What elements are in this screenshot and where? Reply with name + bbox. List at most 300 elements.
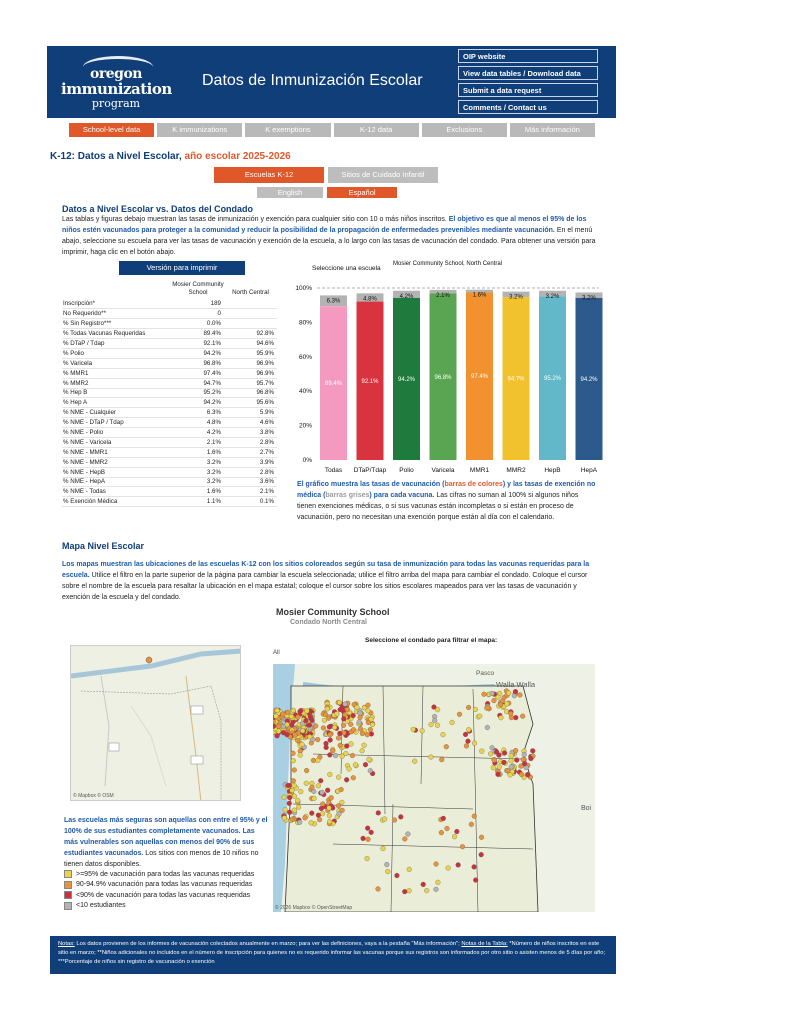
school-value: 94.7%	[172, 378, 224, 388]
school-dot[interactable]	[287, 795, 292, 800]
school-dot[interactable]	[310, 785, 315, 790]
school-dot[interactable]	[341, 723, 346, 728]
school-dot[interactable]	[441, 816, 446, 821]
school-dot[interactable]	[402, 889, 407, 894]
school-dot[interactable]	[337, 731, 342, 736]
school-dot[interactable]	[308, 715, 313, 720]
school-dot[interactable]	[509, 758, 514, 763]
school-dot[interactable]	[319, 806, 324, 811]
school-dot[interactable]	[454, 829, 459, 834]
school-dot[interactable]	[367, 757, 372, 762]
school-dot[interactable]	[337, 700, 342, 705]
school-dot[interactable]	[333, 753, 338, 758]
school-dot[interactable]	[365, 856, 370, 861]
school-dot[interactable]	[285, 710, 290, 715]
school-dot[interactable]	[327, 753, 332, 758]
school-dot[interactable]	[347, 766, 352, 771]
school-dot[interactable]	[366, 720, 371, 725]
school-dot[interactable]	[428, 755, 433, 760]
school-dot[interactable]	[485, 705, 490, 710]
school-dot[interactable]	[398, 814, 403, 819]
table-row	[62, 437, 277, 447]
school-dot[interactable]	[382, 817, 387, 822]
school-dot[interactable]	[519, 772, 524, 777]
school-dot[interactable]	[365, 826, 370, 831]
school-dot[interactable]	[492, 698, 497, 703]
county-value: 3.6%	[224, 477, 277, 487]
table-row	[62, 309, 277, 319]
school-dot[interactable]	[329, 795, 334, 800]
table-row	[62, 408, 277, 418]
exemption-value-label: 2.1%	[436, 292, 450, 299]
intro-instructions-text: En el menú abajo, seleccione su escuela para ver las tasas de vacunación y exención de la escuela, a lo largo con las tasas de vacunación del condado. Para obtener una versión para imprimir, haga clic en el botón abajo.	[62, 227, 596, 256]
school-dot[interactable]	[509, 753, 514, 758]
school-dot[interactable]	[351, 775, 356, 780]
school-dot[interactable]	[505, 768, 510, 773]
school-dot[interactable]	[282, 795, 287, 800]
school-dot[interactable]	[317, 817, 322, 822]
map-text-bold: Los mapas muestran las ubicaciones de las escuelas K-12 con los sitios coloreados según su tasa de inmunización para todas las vacunas requeridas para la escuela.	[62, 561, 590, 579]
print-version-button[interactable]: Versión para imprimir	[119, 261, 245, 275]
county-filter-label: Seleccione el condado para filtrar el mapa:	[365, 637, 498, 644]
school-value: 96.8%	[172, 358, 224, 368]
school-dot[interactable]	[316, 813, 321, 818]
school-dot[interactable]	[325, 706, 330, 711]
school-dot[interactable]	[402, 837, 407, 842]
table-row	[62, 418, 277, 428]
school-dot[interactable]	[513, 689, 518, 694]
school-dot[interactable]	[292, 794, 297, 799]
school-dot[interactable]	[291, 758, 296, 763]
school-dot[interactable]	[330, 748, 335, 753]
school-dot[interactable]	[297, 820, 302, 825]
school-dot[interactable]	[429, 722, 434, 727]
school-dot[interactable]	[337, 812, 342, 817]
school-dot[interactable]	[328, 738, 333, 743]
county-value: 92.8%	[224, 329, 277, 339]
school-dot[interactable]	[300, 728, 305, 733]
vaccination-value-label: 95.2%	[543, 376, 562, 383]
school-dot[interactable]	[497, 765, 502, 770]
school-dot[interactable]	[315, 737, 320, 742]
row-label: % Sin Registro***	[62, 319, 172, 329]
school-dot[interactable]	[435, 707, 440, 712]
school-dot[interactable]	[290, 817, 295, 822]
school-dot[interactable]	[520, 714, 525, 719]
school-value: 2.1%	[172, 437, 224, 447]
school-dot[interactable]	[292, 808, 297, 813]
school-dot[interactable]	[472, 741, 477, 746]
school-dot[interactable]	[376, 811, 381, 816]
school-location-map[interactable]	[70, 645, 241, 801]
school-dot[interactable]	[315, 758, 320, 763]
school-dot[interactable]	[338, 743, 343, 748]
county-value: 2.1%	[224, 487, 277, 497]
comments-contact-link[interactable]: Comments / Contact us	[458, 100, 598, 114]
school-dot[interactable]	[499, 715, 504, 720]
school-dot[interactable]	[298, 753, 303, 758]
school-dot[interactable]	[296, 805, 301, 810]
school-value: 189	[172, 299, 224, 309]
school-dot[interactable]	[488, 751, 493, 756]
school-dot[interactable]	[320, 811, 325, 816]
school-dot[interactable]	[457, 712, 462, 717]
school-dot[interactable]	[360, 748, 365, 753]
school-dot[interactable]	[492, 758, 497, 763]
school-dot[interactable]	[275, 708, 280, 713]
school-dot[interactable]	[444, 744, 449, 749]
school-dot[interactable]	[385, 869, 390, 874]
row-label: % NME - HepB	[62, 467, 172, 477]
school-dot[interactable]	[354, 705, 359, 710]
school-dot[interactable]	[327, 813, 332, 818]
school-dot[interactable]	[312, 796, 317, 801]
school-dot[interactable]	[304, 768, 309, 773]
school-dot[interactable]	[506, 691, 511, 696]
row-label: % NME - Varicela	[62, 437, 172, 447]
school-dot[interactable]	[501, 760, 506, 765]
school-dot[interactable]	[502, 751, 507, 756]
school-dot[interactable]	[361, 836, 366, 841]
school-dot[interactable]	[283, 807, 288, 812]
school-dot[interactable]	[395, 873, 400, 878]
table-row	[62, 428, 277, 438]
school-dot[interactable]	[434, 887, 439, 892]
school-dot[interactable]	[353, 762, 358, 767]
school-dot[interactable]	[441, 732, 446, 737]
school-select-label: Seleccione una escuela	[312, 265, 381, 272]
caption-gray-bars: barras grises	[325, 492, 370, 499]
school-dot[interactable]	[291, 751, 296, 756]
school-dot[interactable]	[392, 818, 397, 823]
school-dot[interactable]	[304, 781, 309, 786]
school-dot[interactable]	[336, 803, 341, 808]
table-row	[62, 497, 277, 507]
school-dot[interactable]	[358, 715, 363, 720]
legend-swatch	[64, 870, 72, 878]
school-dot[interactable]	[477, 714, 482, 719]
school-dot[interactable]	[281, 730, 286, 735]
school-dot[interactable]	[432, 718, 437, 723]
oregon-state-map[interactable]	[273, 664, 595, 912]
legend-item-under-10	[64, 901, 254, 912]
school-dot[interactable]	[348, 722, 353, 727]
school-dot[interactable]	[320, 802, 325, 807]
school-value: 3.2%	[172, 467, 224, 477]
school-dot[interactable]	[509, 764, 514, 769]
school-dot[interactable]	[290, 788, 295, 793]
school-dot[interactable]	[304, 718, 309, 723]
legend-label: <90% de vacunación para todas las vacunas requeridas	[76, 891, 251, 899]
map-school-name: Mosier Community School	[276, 607, 390, 617]
school-dot[interactable]	[363, 762, 368, 767]
school-dot[interactable]	[479, 852, 484, 857]
map-legend	[64, 869, 254, 911]
school-dot[interactable]	[384, 862, 389, 867]
childcare-sites-button[interactable]: Sitios de Cuidado Infantil	[328, 167, 438, 183]
school-dot[interactable]	[273, 714, 278, 719]
school-dot[interactable]	[327, 725, 332, 730]
school-value: 94.2%	[172, 398, 224, 408]
school-dot[interactable]	[450, 720, 455, 725]
state-map-attribution: © 2026 Mapbox © OpenStreetMap	[275, 905, 353, 911]
section-map-text	[62, 559, 600, 603]
school-dot[interactable]	[344, 777, 349, 782]
school-dot[interactable]	[327, 772, 332, 777]
school-dot[interactable]	[362, 743, 367, 748]
school-dot[interactable]	[332, 725, 337, 730]
school-dot[interactable]	[452, 834, 457, 839]
school-dot[interactable]	[407, 867, 412, 872]
school-dot[interactable]	[435, 723, 440, 728]
tab-school-level-data[interactable]: School-level data	[69, 123, 154, 137]
school-dot[interactable]	[298, 789, 303, 794]
school-dot[interactable]	[469, 822, 474, 827]
school-dot[interactable]	[464, 744, 469, 749]
school-dot[interactable]	[322, 718, 327, 723]
school-dot[interactable]	[307, 723, 312, 728]
vaccination-value-label: 89.4%	[324, 381, 343, 388]
school-dot[interactable]	[349, 742, 354, 747]
legend-item-95	[64, 869, 254, 880]
school-dot[interactable]	[473, 878, 478, 883]
school-dot[interactable]	[446, 866, 451, 871]
county-value: 3.8%	[224, 428, 277, 438]
school-dot[interactable]	[522, 761, 527, 766]
vaccination-value-label: 94.2%	[397, 376, 416, 383]
school-dot[interactable]	[325, 788, 330, 793]
school-dot[interactable]	[407, 888, 412, 893]
school-dot[interactable]	[358, 726, 363, 731]
school-dot[interactable]	[320, 790, 325, 795]
school-dot[interactable]	[466, 727, 471, 732]
school-value: 6.3%	[172, 408, 224, 418]
school-dot[interactable]	[434, 862, 439, 867]
school-dot[interactable]	[287, 801, 292, 806]
school-dot[interactable]	[276, 724, 281, 729]
school-dot[interactable]	[307, 734, 312, 739]
school-dot[interactable]	[309, 820, 314, 825]
school-dot[interactable]	[281, 712, 286, 717]
vaccination-value-label: 92.1%	[361, 378, 379, 385]
school-dot[interactable]	[412, 759, 417, 764]
school-dot[interactable]	[286, 783, 291, 788]
school-dot[interactable]	[494, 750, 499, 755]
spanish-button[interactable]: Español	[327, 187, 397, 198]
school-dot[interactable]	[522, 752, 527, 757]
school-dot[interactable]	[436, 880, 441, 885]
school-dot[interactable]	[513, 748, 518, 753]
school-dot[interactable]	[514, 758, 519, 763]
school-dot[interactable]	[445, 826, 450, 831]
school-dot[interactable]	[292, 768, 297, 773]
school-dot[interactable]	[406, 832, 411, 837]
school-dot[interactable]	[479, 749, 484, 754]
table-row	[62, 467, 277, 477]
page-title: Datos de Inmunización Escolar	[202, 72, 423, 89]
school-dot[interactable]	[525, 772, 530, 777]
school-dot[interactable]	[311, 758, 316, 763]
row-label: % NME - MMR1	[62, 447, 172, 457]
table-row	[62, 358, 277, 368]
school-dot[interactable]	[343, 751, 348, 756]
school-dot[interactable]	[309, 811, 314, 816]
school-dot[interactable]	[439, 830, 444, 835]
school-dot[interactable]	[411, 727, 416, 732]
school-value: 97.4%	[172, 368, 224, 378]
y-tick-label: 100%	[295, 285, 312, 292]
footer-notes	[50, 936, 616, 974]
school-dot[interactable]	[376, 887, 381, 892]
school-dot[interactable]	[479, 835, 484, 840]
school-dot[interactable]	[508, 773, 513, 778]
school-dot[interactable]	[289, 714, 294, 719]
school-dot[interactable]	[368, 727, 373, 732]
school-dot[interactable]	[424, 888, 429, 893]
view-data-tables-link[interactable]: View data tables / Download data	[458, 66, 598, 80]
school-dot[interactable]	[365, 732, 370, 737]
school-dot[interactable]	[327, 806, 332, 811]
school-dot[interactable]	[303, 815, 308, 820]
school-dot[interactable]	[513, 715, 518, 720]
school-dot[interactable]	[466, 739, 471, 744]
school-dot[interactable]	[327, 819, 332, 824]
school-dot[interactable]	[366, 703, 371, 708]
school-dot[interactable]	[420, 728, 425, 733]
school-dot[interactable]	[345, 707, 350, 712]
school-dot[interactable]	[530, 748, 535, 753]
school-year: año escolar 2025-2026	[184, 151, 291, 162]
school-dot[interactable]	[472, 814, 477, 819]
school-dot[interactable]	[472, 864, 477, 869]
english-button[interactable]: English	[257, 187, 323, 198]
school-dot[interactable]	[368, 768, 373, 773]
school-dot[interactable]	[344, 744, 349, 749]
table-row	[62, 487, 277, 497]
tab-k12-data[interactable]: K-12 data	[334, 123, 419, 137]
small-map-attribution: © Mapbox © OSM	[73, 793, 114, 799]
table-row	[62, 299, 277, 309]
county-value: 94.6%	[224, 339, 277, 349]
map-text-rest: Utilice el filtro en la parte superior de la página para cambiar la escuela seleccionada; utilice el filtro arriba del mapa para cambiar el condado. Coloque el cursor sobre el nombre de la escuela para resaltar la ubicación en el mapa estatal; coloque el cursor sobre los sitios escolares mapeados para ver las tasas de vacunación y exención de la escuela y del condado.	[62, 572, 588, 601]
county-value: 96.9%	[224, 358, 277, 368]
school-dot[interactable]	[305, 708, 310, 713]
school-dot[interactable]	[339, 787, 344, 792]
table-row	[62, 339, 277, 349]
school-dot[interactable]	[490, 691, 495, 696]
table-row	[62, 319, 277, 329]
school-dot[interactable]	[323, 712, 328, 717]
school-dot[interactable]	[463, 732, 468, 737]
submit-data-request-link[interactable]: Submit a data request	[458, 83, 598, 97]
school-dot[interactable]	[287, 810, 292, 815]
county-value: 95.6%	[224, 398, 277, 408]
school-dot[interactable]	[491, 765, 496, 770]
y-tick-label: 40%	[298, 388, 312, 396]
school-dot[interactable]	[281, 724, 286, 729]
school-dot[interactable]	[505, 701, 510, 706]
school-dot[interactable]	[381, 846, 386, 851]
school-dot[interactable]	[460, 844, 465, 849]
school-value: 3.2%	[172, 477, 224, 487]
school-dot[interactable]	[456, 863, 461, 868]
school-dot[interactable]	[318, 778, 323, 783]
row-label: % MMR1	[62, 368, 172, 378]
school-dot[interactable]	[338, 707, 343, 712]
school-dot[interactable]	[291, 778, 296, 783]
school-dot[interactable]	[473, 707, 478, 712]
school-dot[interactable]	[324, 745, 329, 750]
section-map-title: Mapa Nivel Escolar	[62, 541, 145, 551]
school-dot[interactable]	[336, 736, 341, 741]
school-value: 4.8%	[172, 418, 224, 428]
school-dot[interactable]	[343, 712, 348, 717]
oip-website-link[interactable]: OIP website	[458, 49, 598, 63]
legend-label: 90-94.9% vacunación para todas las vacunas requeridas	[76, 881, 253, 889]
school-dot[interactable]	[328, 732, 333, 737]
school-dot[interactable]	[300, 742, 305, 747]
exemption-value-label: 3.2%	[582, 295, 596, 302]
school-dot[interactable]	[275, 733, 280, 738]
school-dot[interactable]	[360, 731, 365, 736]
school-dot[interactable]	[482, 692, 487, 697]
county-value: 2.7%	[224, 447, 277, 457]
school-dot[interactable]	[350, 753, 355, 758]
row-label: % Exención Médica	[62, 497, 172, 507]
school-dot[interactable]	[439, 757, 444, 762]
school-dot[interactable]	[369, 830, 374, 835]
school-dot[interactable]	[282, 816, 287, 821]
school-dot[interactable]	[295, 798, 300, 803]
k12-schools-button[interactable]: Escuelas K-12	[214, 167, 324, 183]
county-filter-dropdown[interactable]: All	[273, 650, 280, 656]
tab-k-exemptions[interactable]: K exemptions	[245, 123, 330, 137]
school-dot[interactable]	[295, 715, 300, 720]
school-dot[interactable]	[485, 725, 490, 730]
school-dot[interactable]	[292, 783, 297, 788]
school-dot[interactable]	[341, 717, 346, 722]
tab-exclusions[interactable]: Exclusions	[422, 123, 507, 137]
category-label: MMR1	[469, 467, 490, 474]
school-dot[interactable]	[336, 775, 341, 780]
section-school-vs-county-text	[62, 214, 600, 258]
school-dot[interactable]	[508, 711, 513, 716]
tab-more-info[interactable]: Más información	[510, 123, 595, 137]
row-label: % Hep B	[62, 388, 172, 398]
school-dot[interactable]	[298, 708, 303, 713]
school-dot[interactable]	[351, 727, 356, 732]
legend-swatch	[64, 902, 72, 910]
school-dot[interactable]	[466, 705, 471, 710]
school-dot[interactable]	[334, 711, 339, 716]
school-select-dropdown[interactable]: Mosier Community School, North Central	[393, 261, 503, 267]
school-dot[interactable]	[293, 733, 298, 738]
school-dot[interactable]	[321, 726, 326, 731]
school-dot[interactable]	[357, 720, 362, 725]
school-dot[interactable]	[316, 783, 321, 788]
exemption-value-label: 3.2%	[509, 294, 523, 301]
school-dot[interactable]	[291, 708, 296, 713]
school-dot[interactable]	[498, 702, 503, 707]
row-label: % NME - Cualquier	[62, 408, 172, 418]
school-dot[interactable]	[421, 882, 426, 887]
school-dot[interactable]	[518, 693, 523, 698]
table-row	[62, 329, 277, 339]
tab-k-immunizations[interactable]: K immunizations	[157, 123, 242, 137]
school-dot[interactable]	[366, 837, 371, 842]
school-dot[interactable]	[528, 756, 533, 761]
school-dot[interactable]	[496, 772, 501, 777]
